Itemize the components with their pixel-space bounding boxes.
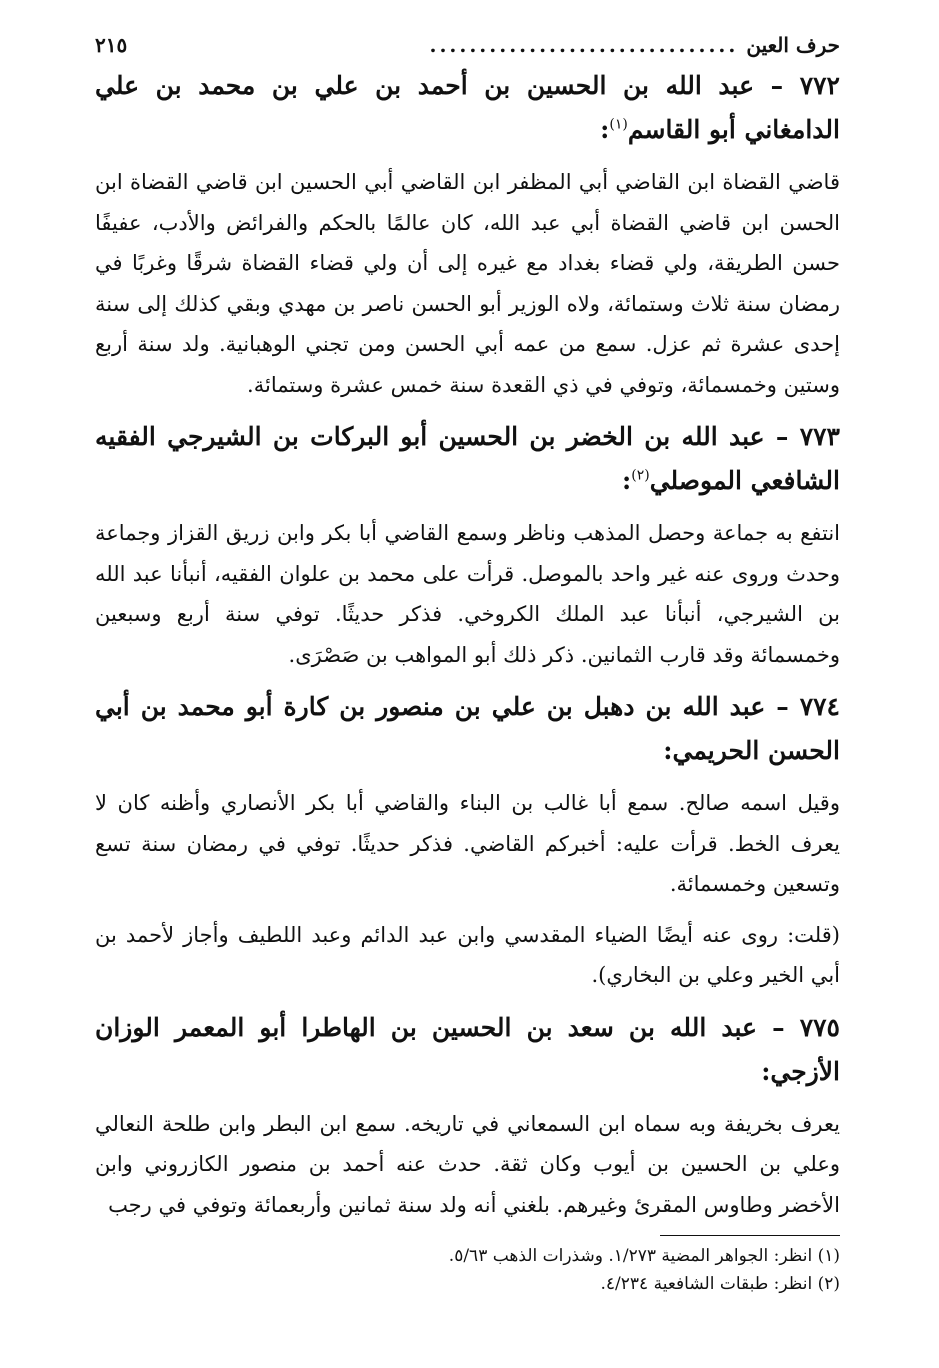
entry-heading-text: ٧٧٥ – عبد الله بن سعد بن الحسين بن الهاطرا أبو المعمر الوزان الأزجي	[95, 1012, 840, 1086]
entry-heading	[95, 64, 840, 152]
footnote-2: (٢) انظر: طبقات الشافعية ٤/٢٣٤.	[600, 1274, 840, 1294]
footnote-ref[interactable]: (٢)	[631, 467, 650, 484]
entry-heading	[95, 1006, 840, 1094]
entry-paragraph: يعرف بخريفة وبه سماه ابن السمعاني في تاريخه. سمع ابن البطر وابن طلحة النعالي وعلي بن الحسين بن أيوب وكان ثقة. حدث عنه أحمد بن منصور الكازروني وابن الأخضر وطاوس المقرئ وغيرهم. بلغني أنه ولد سنة ثمانين وأربعمائة وتوفي في رجب	[95, 1111, 840, 1217]
editor-note-paragraph: (قلت: روى عنه أيضًا الضياء المقدسي وابن عبد الدائم وعبد اللطيف وأجاز لأحمد بن أبي الخير وعلي بن البخاري).	[95, 922, 840, 987]
entry-paragraph: قاضي القضاة ابن القاضي أبي المظفر ابن القاضي أبي الحسين ابن قاضي القضاة ابن الحسن ابن قاضي القضاة أبي عبد الله، كان عالمًا بالحكم والفرائض والأدب، عفيفًا حسن الطريقة، ولي قضاء بغداد مع غيره إلى أن ولي قضاء القضاة شرقًا وغربًا في رمضان سنة ثلاث وستمائة، ولاه الوزير أبو الحسن ناصر بن مهدي وبقي كذلك إلى سنة إحدى عشرة ثم عزل. سمع من عمه أبي الحسن ومن تجني الوهبانية. ولد سنة أربع وستين وخمسمائة، وتوفي في ذي القعدة سنة خمس عشرة وستمائة.	[95, 170, 840, 397]
entry-heading-text: ٧٧٢ – عبد الله بن الحسين بن أحمد بن علي بن محمد بن علي الدامغاني أبو القاسم	[95, 71, 840, 144]
heading-colon: :	[761, 1056, 771, 1086]
footnote-divider	[660, 1235, 840, 1236]
leader-dots: ...............................	[429, 33, 739, 57]
chapter-title: حرف العين	[746, 33, 840, 57]
entry-773	[95, 415, 840, 675]
running-header	[95, 28, 840, 64]
entry-heading	[95, 685, 840, 773]
footnote-ref[interactable]: (١)	[609, 116, 628, 133]
entry-heading-text: ٧٧٣ – عبد الله بن الخضر بن الحسين أبو البركات بن الشيرجي الفقيه الشافعي الموصلي	[95, 422, 840, 495]
entry-paragraph: وقيل اسمه صالح. سمع أبا غالب بن البناء والقاضي أبا بكر الأنصاري وأظنه كان لا يعرف الخط. قرأت عليه: أخبركم القاضي. فذكر حديثًا. توفي في رمضان سنة تسع وتسعين وخمسمائة.	[95, 791, 840, 896]
footnotes	[95, 1242, 840, 1298]
entry-paragraph: انتفع به جماعة وحصل المذهب وناظر وسمع القاضي أبا بكر وابن زريق القزاز وجماعة وحدث وروى عنه غير واحد بالموصل. قرأت على محمد بن علوان الفقيه، أنبأنا عبد الله بن الشيرجي، أنبأنا عبد الملك الكروخي. فذكر حديثًا. توفي سنة أربع وسبعين وخمسمائة وقد قارب الثمانين. ذكر ذلك أبو المواهب بن صَصْرَى.	[95, 521, 840, 667]
entry-772	[95, 64, 840, 405]
heading-colon: :	[663, 736, 673, 765]
entry-775	[95, 1006, 840, 1226]
book-page	[95, 28, 840, 1298]
footnote-1: (١) انظر: الجواهر المضية ١/٢٧٣. وشذرات الذهب ٥/٦٣.	[448, 1246, 840, 1266]
entry-heading-text: ٧٧٤ – عبد الله بن دهبل بن علي بن منصور بن كارة أبو محمد بن أبي الحسن الحريمي	[95, 692, 840, 765]
heading-colon: :	[621, 466, 632, 495]
heading-colon: :	[600, 115, 610, 144]
page-number: ٢١٥	[95, 33, 128, 57]
entry-774	[95, 685, 840, 996]
entry-heading	[95, 415, 840, 503]
